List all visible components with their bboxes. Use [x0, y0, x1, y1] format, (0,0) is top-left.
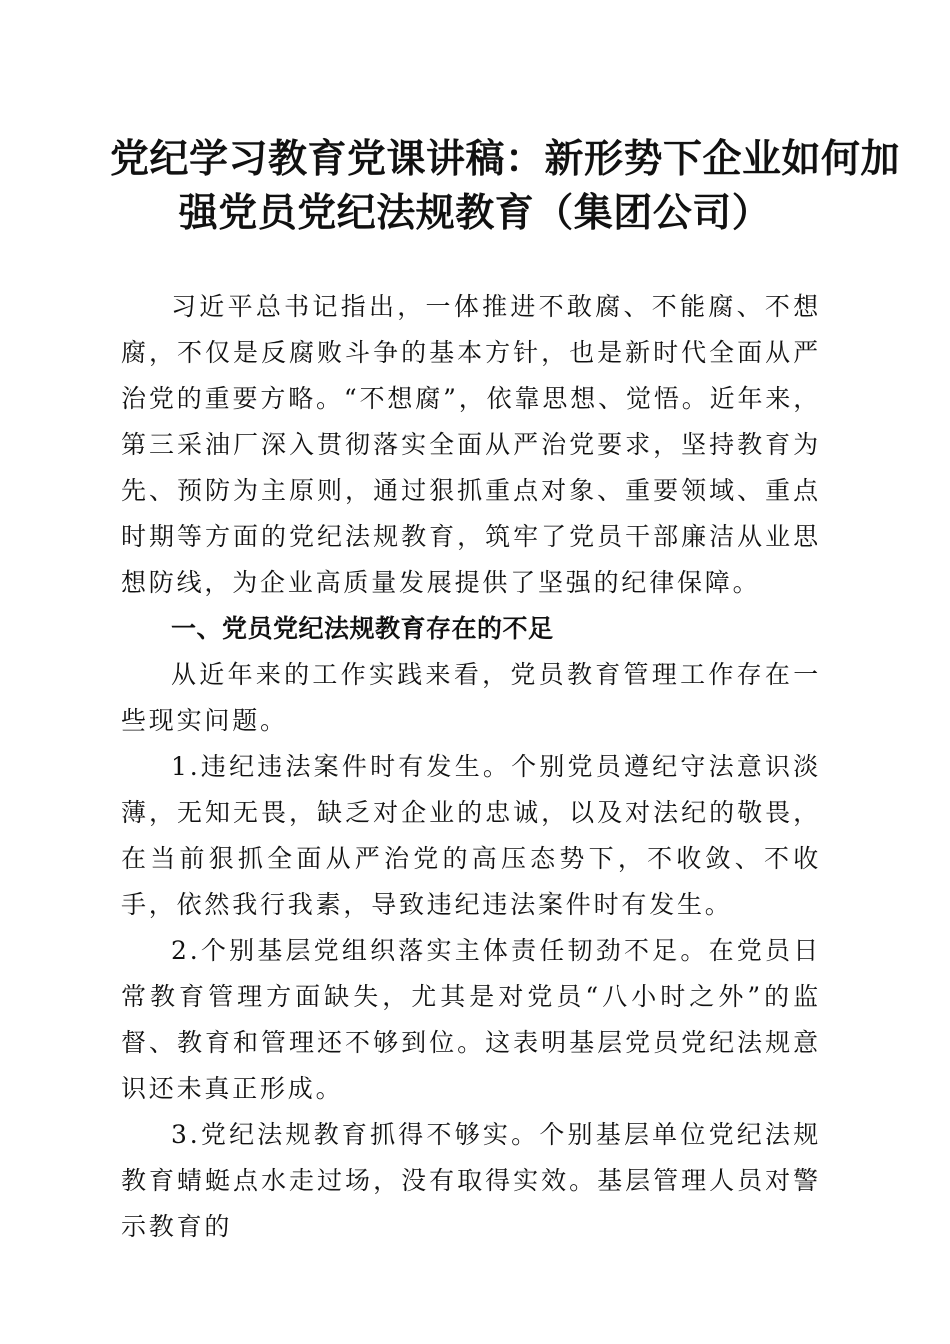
point-2-paragraph: 2.个别基层党组织落实主体责任韧劲不足。在党员日常教育管理方面缺失，尤其是对党员“八小时之外”的监督、教育和管理还不够到位。这表明基层党员党纪法规意识还未真正形成。 [121, 936, 821, 1103]
title-line-2: 强党员党纪法规教育（集团公司） [178, 190, 772, 236]
document-title [110, 132, 901, 240]
document-body [121, 284, 821, 1250]
title-line-1: 党纪学习教育党课讲稿：新形势下企业如何加 [110, 136, 901, 182]
point-1-paragraph: 1.违纪违法案件时有发生。个别党员遵纪守法意识淡薄，无知无畏，缺乏对企业的忠诚，以及对法纪的敬畏，在当前狠抓全面从严治党的高压态势下，不收敛、不收手，依然我行我素，导致违纪违法案件时有发生。 [121, 752, 821, 919]
section-intro-paragraph: 从近年来的工作实践来看，党员教育管理工作存在一些现实问题。 [121, 660, 821, 735]
section-heading: 一、党员党纪法规教育存在的不足 [171, 614, 554, 643]
intro-paragraph: 习近平总书记指出，一体推进不敢腐、不能腐、不想腐，不仅是反腐败斗争的基本方针，也是新时代全面从严治党的重要方略。“不想腐”，依靠思想、觉悟。近年来，第三采油厂深入贯彻落实全面从严治党要求，坚持教育为先、预防为主原则，通过狠抓重点对象、重要领域、重点时期等方面的党纪法规教育，筑牢了党员干部廉洁从业思想防线，为企业高质量发展提供了坚强的纪律保障。 [121, 292, 821, 597]
point-3-paragraph: 3.党纪法规教育抓得不够实。个别基层单位党纪法规教育蜻蜓点水走过场，没有取得实效。基层管理人员对警示教育的 [121, 1120, 821, 1241]
